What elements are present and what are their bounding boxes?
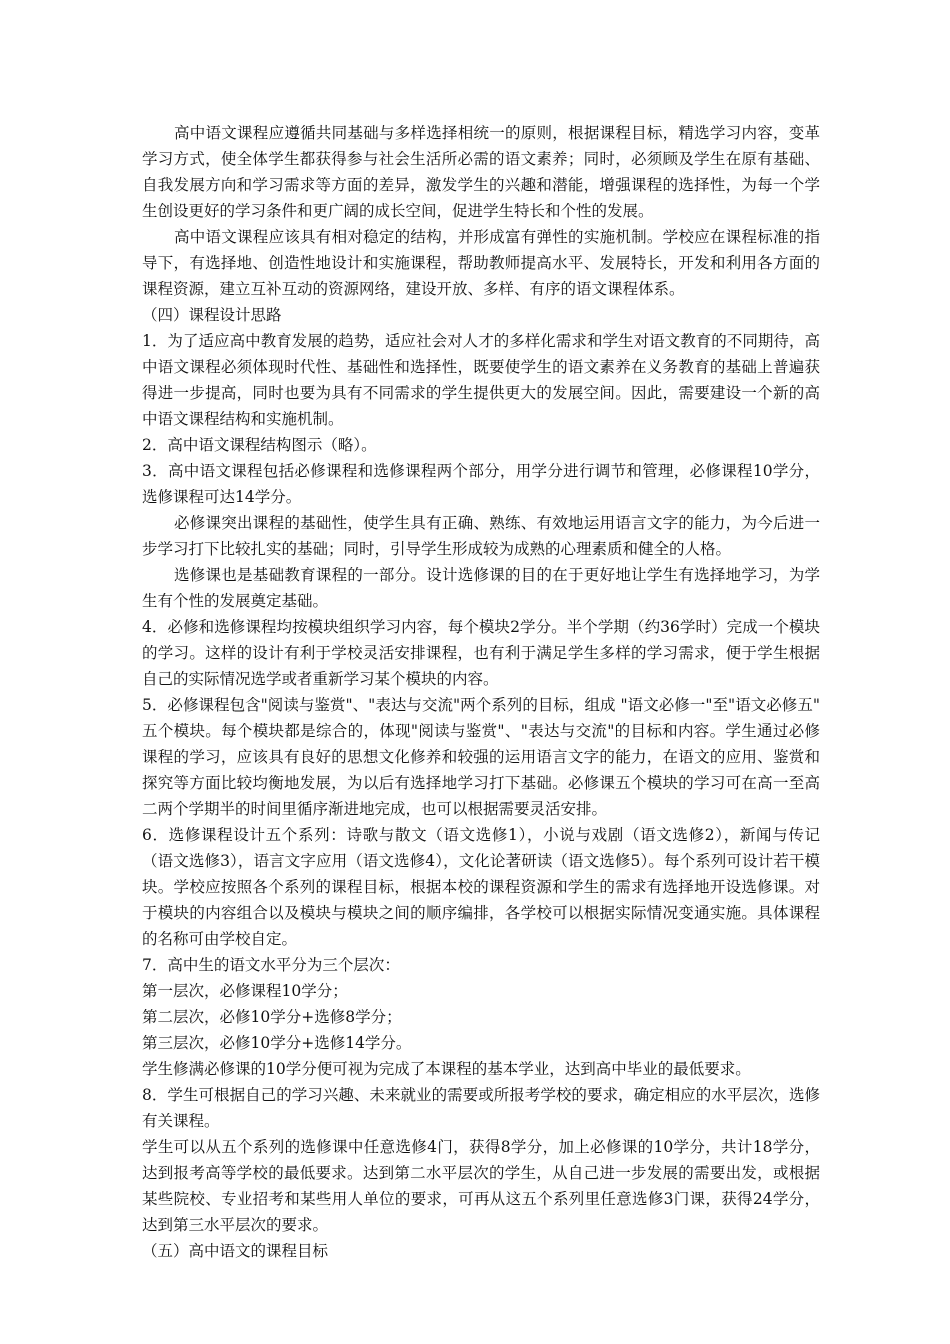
list-item-1: 1．为了适应高中教育发展的趋势，适应社会对人才的多样化需求和学生对语文教育的不同期待，高中语文课程必须体现时代性、基础性和选择性，既要使学生的语文素养在义务教育的基础上普遍获得进一步提高，同时也要为具有不同需求的学生提供更大的发展空间。因此，需要建设一个新的高中语文课程结构和实施机制。 xyxy=(142,332,820,428)
list-item-4: 4．必修和选修课程均按模块组织学习内容，每个模块2学分。半个学期（约36学时）完成一个模块的学习。这样的设计有利于学校灵活安排课程，也有利于满足学生多样的学习需求，便于学生根据自己的实际情况选学或者重新学习某个模块的内容。 xyxy=(142,618,820,688)
level-two: 第二层次，必修10学分+选修8学分； xyxy=(142,1008,402,1026)
list-item-5: 5．必修课程包含"阅读与鉴赏"、"表达与交流"两个系列的目标，组成 "语文必修一"至"语文必修五" 五个模块。每个模块都是综合的，体现"阅读与鉴赏"、"表达与交流"的目标和内容。学生通过必修课程的学习，应该具有良好的思想文化修养和较强的运用语言文字的能力，在语文的应用、鉴赏和探究等方面比较均衡地发展，为以后有选择地学习打下基础。必修课五个模块的学习可在高一至高二两个学期半的时间里循序渐进地完成，也可以根据需要灵活安排。 xyxy=(142,696,820,818)
document-page xyxy=(142,120,820,1264)
level-one: 第一层次，必修课程10学分； xyxy=(142,982,348,1000)
paragraph-principle: 高中语文课程应遵循共同基础与多样选择相统一的原则，根据课程目标，精选学习内容，变革学习方式，使全体学生都获得参与社会生活所必需的语文素养；同时，必须顾及学生在原有基础、自我发展方向和学习需求等方面的差异，激发学生的兴趣和潜能，增强课程的选择性，为每一个学生创设更好的学习条件和更广阔的成长空间，促进学生特长和个性的发展。 xyxy=(142,124,820,220)
list-item-2: 2．高中语文课程结构图示（略）。 xyxy=(142,436,377,454)
list-item-8: 8．学生可根据自己的学习兴趣、未来就业的需要或所报考学校的要求，确定相应的水平层次，选修有关课程。 xyxy=(142,1086,820,1130)
paragraph-required-courses: 必修课突出课程的基础性，使学生具有正确、熟练、有效地运用语言文字的能力，为今后进一步学习打下比较扎实的基础；同时，引导学生形成较为成熟的心理素质和健全的人格。 xyxy=(142,514,820,558)
level-three: 第三层次，必修10学分+选修14学分。 xyxy=(142,1034,412,1052)
list-item-6: 6．选修课程设计五个系列：诗歌与散文（语文选修1），小说与戏剧（语文选修2），新闻与传记（语文选修3），语言文字应用（语文选修4），文化论著研读（语文选修5）。每个系列可设计若干模块。学校应按照各个系列的课程目标，根据本校的课程资源和学生的需求有选择地开设选修课。对于模块的内容组合以及模块与模块之间的顺序编排，各学校可以根据实际情况变通实施。具体课程的名称可由学校自定。 xyxy=(142,826,820,948)
section-heading-design: （四）课程设计思路 xyxy=(142,306,282,324)
list-item-7: 7．高中生的语文水平分为三个层次： xyxy=(142,956,400,974)
paragraph-structure: 高中语文课程应该具有相对稳定的结构，并形成富有弹性的实施机制。学校应在课程标准的指导下，有选择地、创造性地设计和实施课程，帮助教师提高水平、发展特长，开发和利用各方面的课程资源，建立互补互动的资源网络，建设开放、多样、有序的语文课程体系。 xyxy=(142,228,820,298)
list-item-3: 3．高中语文课程包括必修课程和选修课程两个部分，用学分进行调节和管理，必修课程10学分，选修课程可达14学分。 xyxy=(142,462,820,506)
paragraph-graduation: 学生修满必修课的10学分便可视为完成了本课程的基本学业，达到高中毕业的最低要求。 xyxy=(142,1060,751,1078)
paragraph-credits: 学生可以从五个系列的选修课中任意选修4门，获得8学分，加上必修课的10学分，共计18学分，达到报考高等学校的最低要求。达到第二水平层次的学生，从自己进一步发展的需要出发，或根据某些院校、专业招考和某些用人单位的要求，可再从这五个系列里任意选修3门课，获得24学分，达到第三水平层次的要求。 xyxy=(142,1138,820,1234)
paragraph-elective-courses: 选修课也是基础教育课程的一部分。设计选修课的目的在于更好地让学生有选择地学习，为学生有个性的发展奠定基础。 xyxy=(142,566,820,610)
section-heading-goals: （五）高中语文的课程目标 xyxy=(142,1242,329,1260)
